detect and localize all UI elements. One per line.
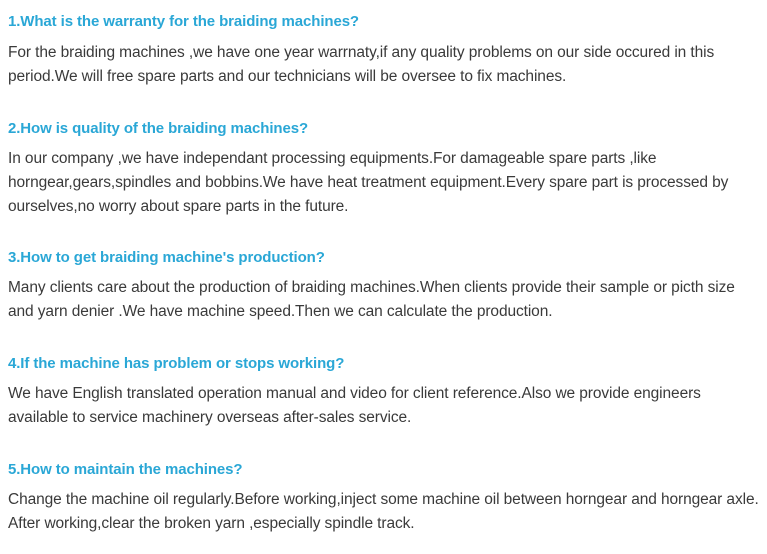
faq-item-problem [8, 342, 763, 448]
faq-item-production [8, 236, 763, 342]
faq-answer: We have English translated operation manual and video for client reference.Also we provide engineers available to service machinery overseas after-sales service. [8, 385, 701, 426]
faq-item-quality [8, 107, 763, 236]
faq-question: 3.How to get braiding machine's production? [8, 249, 325, 266]
faq-answer: Many clients care about the production of braiding machines.When clients provide their sample or picth size and yarn denier .We have machine speed.Then we can calculate the production. [8, 279, 735, 320]
faq-item-maintenance [8, 448, 763, 554]
faq-answer: Change the machine oil regularly.Before working,inject some machine oil between horngear and horngear axle. After working,clear the broken yarn ,especially spindle track. [8, 491, 759, 532]
faq-question: 2.How is quality of the braiding machines? [8, 120, 309, 137]
faq-question: 4.If the machine has problem or stops working? [8, 355, 345, 372]
faq-list [8, 0, 763, 554]
faq-answer: For the braiding machines ,we have one year warrnaty,if any quality problems on our side occured in this period.We will free spare parts and our technicians will be oversee to fix machines. [8, 44, 715, 85]
faq-answer: In our company ,we have independant processing equipments.For damageable spare parts ,like horngear,gears,spindles and bobbins.We have heat treatment equipment.Every spare part is processed by ourselves,no worry about spare parts in the future. [8, 150, 729, 215]
faq-item-warranty [8, 0, 763, 107]
faq-question: 5.How to maintain the machines? [8, 461, 243, 478]
faq-question: 1.What is the warranty for the braiding machines? [8, 13, 359, 30]
